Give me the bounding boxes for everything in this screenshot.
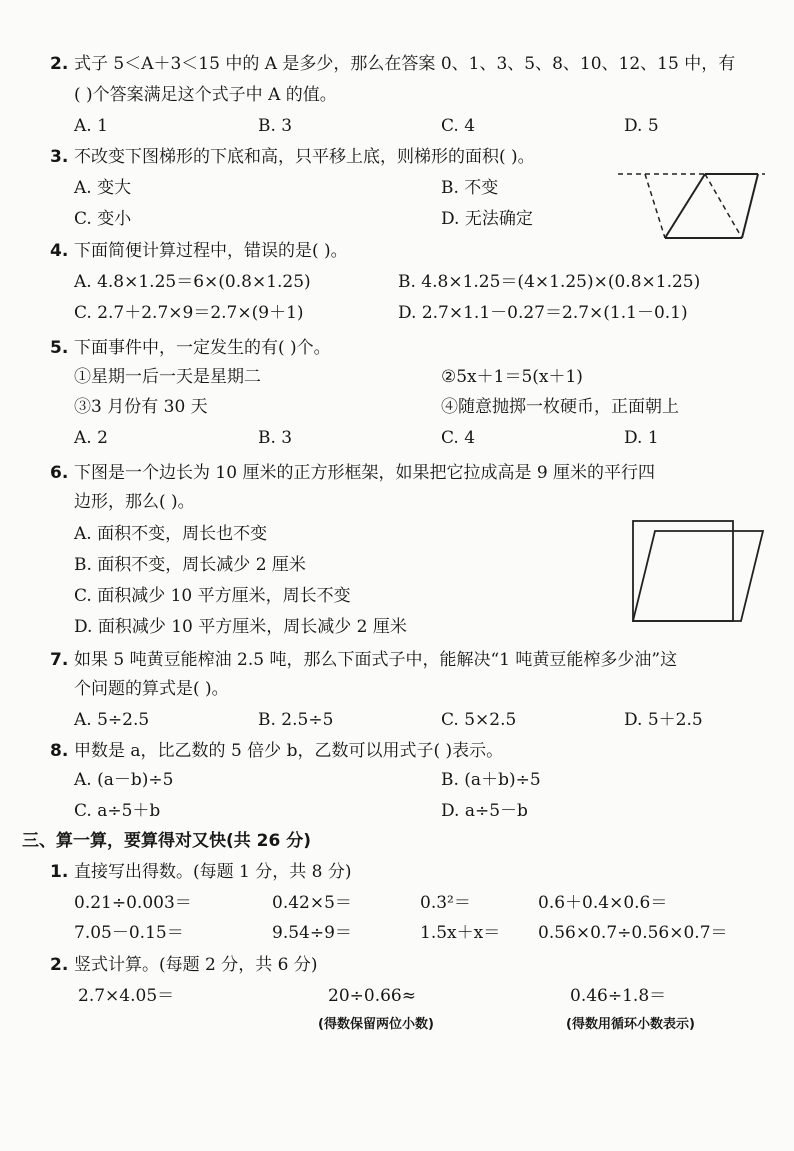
q4-stem: 下面简便计算过程中，错误的是( )。 [74, 241, 348, 261]
q5-event-1: ①星期一后一天是星期二 [74, 367, 261, 387]
q5-event-2: ②5x＋1＝5(x＋1) [441, 367, 583, 387]
s1-title: 直接写出得数。(每题 1 分，共 8 分) [74, 862, 352, 882]
q2-stem-line1: 式子 5＜A＋3＜15 中的 A 是多少，那么在答案 0、1、3、5、8、10、12、15 中，有 [74, 54, 736, 74]
q8-number: 8. [50, 741, 69, 761]
s2-problem-1: 2.7×4.05＝ [78, 986, 175, 1006]
q6-number: 6. [50, 463, 69, 483]
trapezoid-figure [615, 168, 770, 244]
q7-number: 7. [50, 650, 69, 670]
q6-option-d[interactable]: D. 面积减少 10 平方厘米，周长减少 2 厘米 [74, 617, 407, 637]
s2-note-round: (得数保留两位小数) [318, 1017, 434, 1032]
parallelogram-frame [633, 531, 763, 621]
s1-calc-5: 7.05－0.15＝ [74, 923, 184, 943]
q5-option-c[interactable]: C. 4 [441, 428, 476, 448]
q2-number: 2. [50, 54, 69, 74]
q6-option-b[interactable]: B. 面积不变，周长减少 2 厘米 [74, 555, 306, 575]
q5-stem: 下面事件中，一定发生的有( )个。 [74, 338, 331, 358]
q7-option-b[interactable]: B. 2.5÷5 [258, 710, 334, 730]
moved-left-side [665, 174, 705, 238]
q7-stem-line2: 个问题的算式是( )。 [74, 679, 229, 699]
q4-option-b[interactable]: B. 4.8×1.25＝(4×1.25)×(0.8×1.25) [398, 272, 701, 292]
s1-calc-7: 1.5x＋x＝ [420, 923, 501, 943]
s1-number: 1. [50, 862, 69, 882]
s2-problem-2: 20÷0.66≈ [328, 986, 416, 1006]
q7-stem-line1: 如果 5 吨黄豆能榨油 2.5 吨，那么下面式子中，能解决“1 吨黄豆能榨多少油”这 [74, 650, 678, 670]
q3-option-d[interactable]: D. 无法确定 [441, 209, 533, 229]
s1-calc-3: 0.3²＝ [420, 893, 471, 913]
s2-problem-3: 0.46÷1.8＝ [570, 986, 667, 1006]
s2-title: 竖式计算。(每题 2 分，共 6 分) [74, 955, 318, 975]
q3-number: 3. [50, 147, 69, 167]
q8-option-a[interactable]: A. (a－b)÷5 [74, 770, 174, 790]
s2-note-recurring: (得数用循环小数表示) [566, 1017, 695, 1032]
q3-option-a[interactable]: A. 变大 [74, 178, 132, 198]
q6-option-c[interactable]: C. 面积减少 10 平方厘米，周长不变 [74, 586, 351, 606]
q2-stem-line2: ( )个答案满足这个式子中 A 的值。 [74, 85, 337, 105]
original-left-side [645, 174, 665, 238]
q5-event-3: ③3 月份有 30 天 [74, 397, 208, 417]
q2-option-b[interactable]: B. 3 [258, 116, 293, 136]
q3-option-b[interactable]: B. 不变 [441, 178, 499, 198]
q2-option-a[interactable]: A. 1 [74, 116, 108, 136]
q7-option-a[interactable]: A. 5÷2.5 [74, 710, 150, 730]
q4-number: 4. [50, 241, 69, 261]
square-frame [633, 521, 733, 621]
original-right-side [705, 174, 742, 238]
q8-option-b[interactable]: B. (a＋b)÷5 [441, 770, 541, 790]
moved-right-side [742, 174, 758, 238]
s1-calc-2: 0.42×5＝ [272, 893, 352, 913]
s1-calc-6: 9.54÷9＝ [272, 923, 352, 943]
q4-option-a[interactable]: A. 4.8×1.25＝6×(0.8×1.25) [74, 272, 311, 292]
s1-calc-4: 0.6＋0.4×0.6＝ [538, 893, 668, 913]
q3-stem: 不改变下图梯形的下底和高，只平移上底，则梯形的面积( )。 [74, 147, 535, 167]
q5-option-d[interactable]: D. 1 [624, 428, 659, 448]
q7-option-c[interactable]: C. 5×2.5 [441, 710, 517, 730]
q2-option-d[interactable]: D. 5 [624, 116, 659, 136]
s1-calc-1: 0.21÷0.003＝ [74, 893, 192, 913]
q6-stem-line2: 边形，那么( )。 [74, 492, 195, 512]
q5-number: 5. [50, 338, 69, 358]
q8-stem: 甲数是 a，比乙数的 5 倍少 b，乙数可以用式子( )表示。 [74, 741, 504, 761]
q5-event-4: ④随意抛掷一枚硬币，正面朝上 [441, 397, 679, 417]
q5-option-b[interactable]: B. 3 [258, 428, 293, 448]
section-three-title: 三、算一算，要算得对又快(共 26 分) [22, 831, 312, 851]
q2-option-c[interactable]: C. 4 [441, 116, 476, 136]
q8-option-d[interactable]: D. a÷5－b [441, 801, 528, 821]
q6-option-a[interactable]: A. 面积不变，周长也不变 [74, 524, 268, 544]
q5-option-a[interactable]: A. 2 [74, 428, 108, 448]
q4-option-d[interactable]: D. 2.7×1.1－0.27＝2.7×(1.1－0.1) [398, 303, 688, 323]
q8-option-c[interactable]: C. a÷5＋b [74, 801, 161, 821]
q7-option-d[interactable]: D. 5＋2.5 [624, 710, 703, 730]
q3-option-c[interactable]: C. 变小 [74, 209, 132, 229]
q4-option-c[interactable]: C. 2.7＋2.7×9＝2.7×(9＋1) [74, 303, 304, 323]
q6-stem-line1: 下图是一个边长为 10 厘米的正方形框架，如果把它拉成高是 9 厘米的平行四 [74, 463, 656, 483]
s2-number: 2. [50, 955, 69, 975]
square-parallelogram-figure [625, 515, 770, 627]
s1-calc-8: 0.56×0.7÷0.56×0.7＝ [538, 923, 728, 943]
